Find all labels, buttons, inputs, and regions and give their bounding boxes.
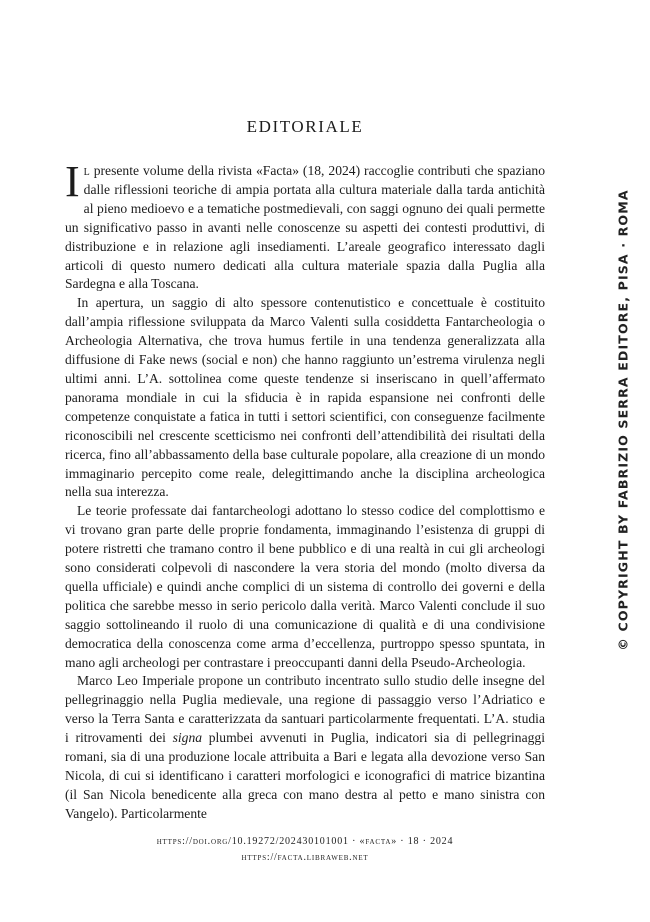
paragraph-4-text-before: Marco Leo Imperiale propone un contributo incentrato sullo studio delle insegne del pellegrinaggio nella Puglia medievale, una regione di passaggio verso l’Adriatico e verso la Terra Santa e caratterizzata da santuari particolarmente frequentati. L’A. studia i ritrovamenti dei [65, 673, 545, 746]
italic-term: signa [172, 730, 203, 746]
paragraph-4 [65, 672, 545, 823]
paragraph-1 [65, 157, 545, 294]
article-body [65, 157, 545, 824]
paragraph-2: In apertura, un saggio di alto spessore contenutistico e concettuale è costituito dall’ampia riflessione sviluppata da Marco Valenti sulla cosiddetta Fantarcheologia o Archeologia Alternativa, che trova humus fertile in una tendenza generalizzata alla diffusione di Fake news (social e non) che hanno raggiunto un’estrema virulenza negli ultimi anni. L’A. sottolinea come queste tendenze si inseriscano in quell’affermato panorama mondiale in cui la sfiducia è in rapida espansione nei confronti delle competenze conquistate a fatica in tutti i settori scientifici, con conseguenze facilmente riconoscibili nel crescente scetticismo nei confronti dell’attendibilità dei risultati della ricerca, fino all’abbassamento della base culturale popolare, alla creazione di un mondo immaginario percepito come reale, delegittimando anche la disciplina archeologica nella sua interezza. [65, 295, 545, 500]
paragraph-1-text: presente volume della rivista «Facta» (18, 2024) raccoglie contributi che spaziano dalle riflessioni teoriche di ampia portata alla cultura materiale dalla tarda antichità al pieno medioevo e a tematiche postmedievali, con saggi ognuno dei quali permette un significativo passo in avanti nelle conoscenze su aspetti dei contesti produttivi, di distribuzione e in relazione agli insediamenti. L’areale geografico interessato dagli articoli di questo numero dedicati alla cultura materiale spazia dalla Puglia alla Sardegna e alla Toscana. [65, 163, 545, 292]
website-footer: https://facta.libraweb.net [241, 852, 369, 863]
paragraph-3: Le teorie professate dai fantarcheologi adottano lo stesso codice del complottismo e vi trovano gran parte delle proprie fondamenta, immaginando l’esistenza di gruppi di potere ristretti che tramano contro il bene pubblico e di una realtà in cui gli archeologi sono considerati colpevoli di nascondere la vera storia del mondo (molto diversa da quella ufficiale) e quindi anche complici di un sistema di controllo dei governi e della politica che sarebbe messo in serio pericolo dalla verità. Marco Valenti conclude il suo saggio sottolineando il ruolo di una comunicazione di qualità e di una condivisione democratica della conoscenza come arma d’eccellenza, purtroppo spesso spuntata, in mano agli archeologi per contrastare i preoccupanti danni della Pseudo-Archeologia. [65, 503, 545, 670]
small-caps-lead: l [83, 163, 90, 178]
paragraph-4-text-after: plumbei avvenuti in Puglia, indicatori sia di pellegrinaggi romani, sia di una produzione locale attribuita a Bari e legata alla devozione verso San Nicola, di cui si identificano i caratteri morfologici e iconografici di matrice bizantina (il San Nicola benedicente alla greca con mano destra al petto e mano sinistra con Vangelo). Particolarmente [65, 730, 545, 821]
page-title: EDITORIALE [246, 117, 364, 136]
doi-footer: https://doi.org/10.19272/202430101001 · «facta» · 18 · 2024 [156, 836, 454, 847]
copyright-notice: © COPYRIGHT BY FABRIZIO SERRA EDITORE, PISA · ROMA [615, 189, 631, 651]
drop-cap: I [65, 157, 80, 206]
